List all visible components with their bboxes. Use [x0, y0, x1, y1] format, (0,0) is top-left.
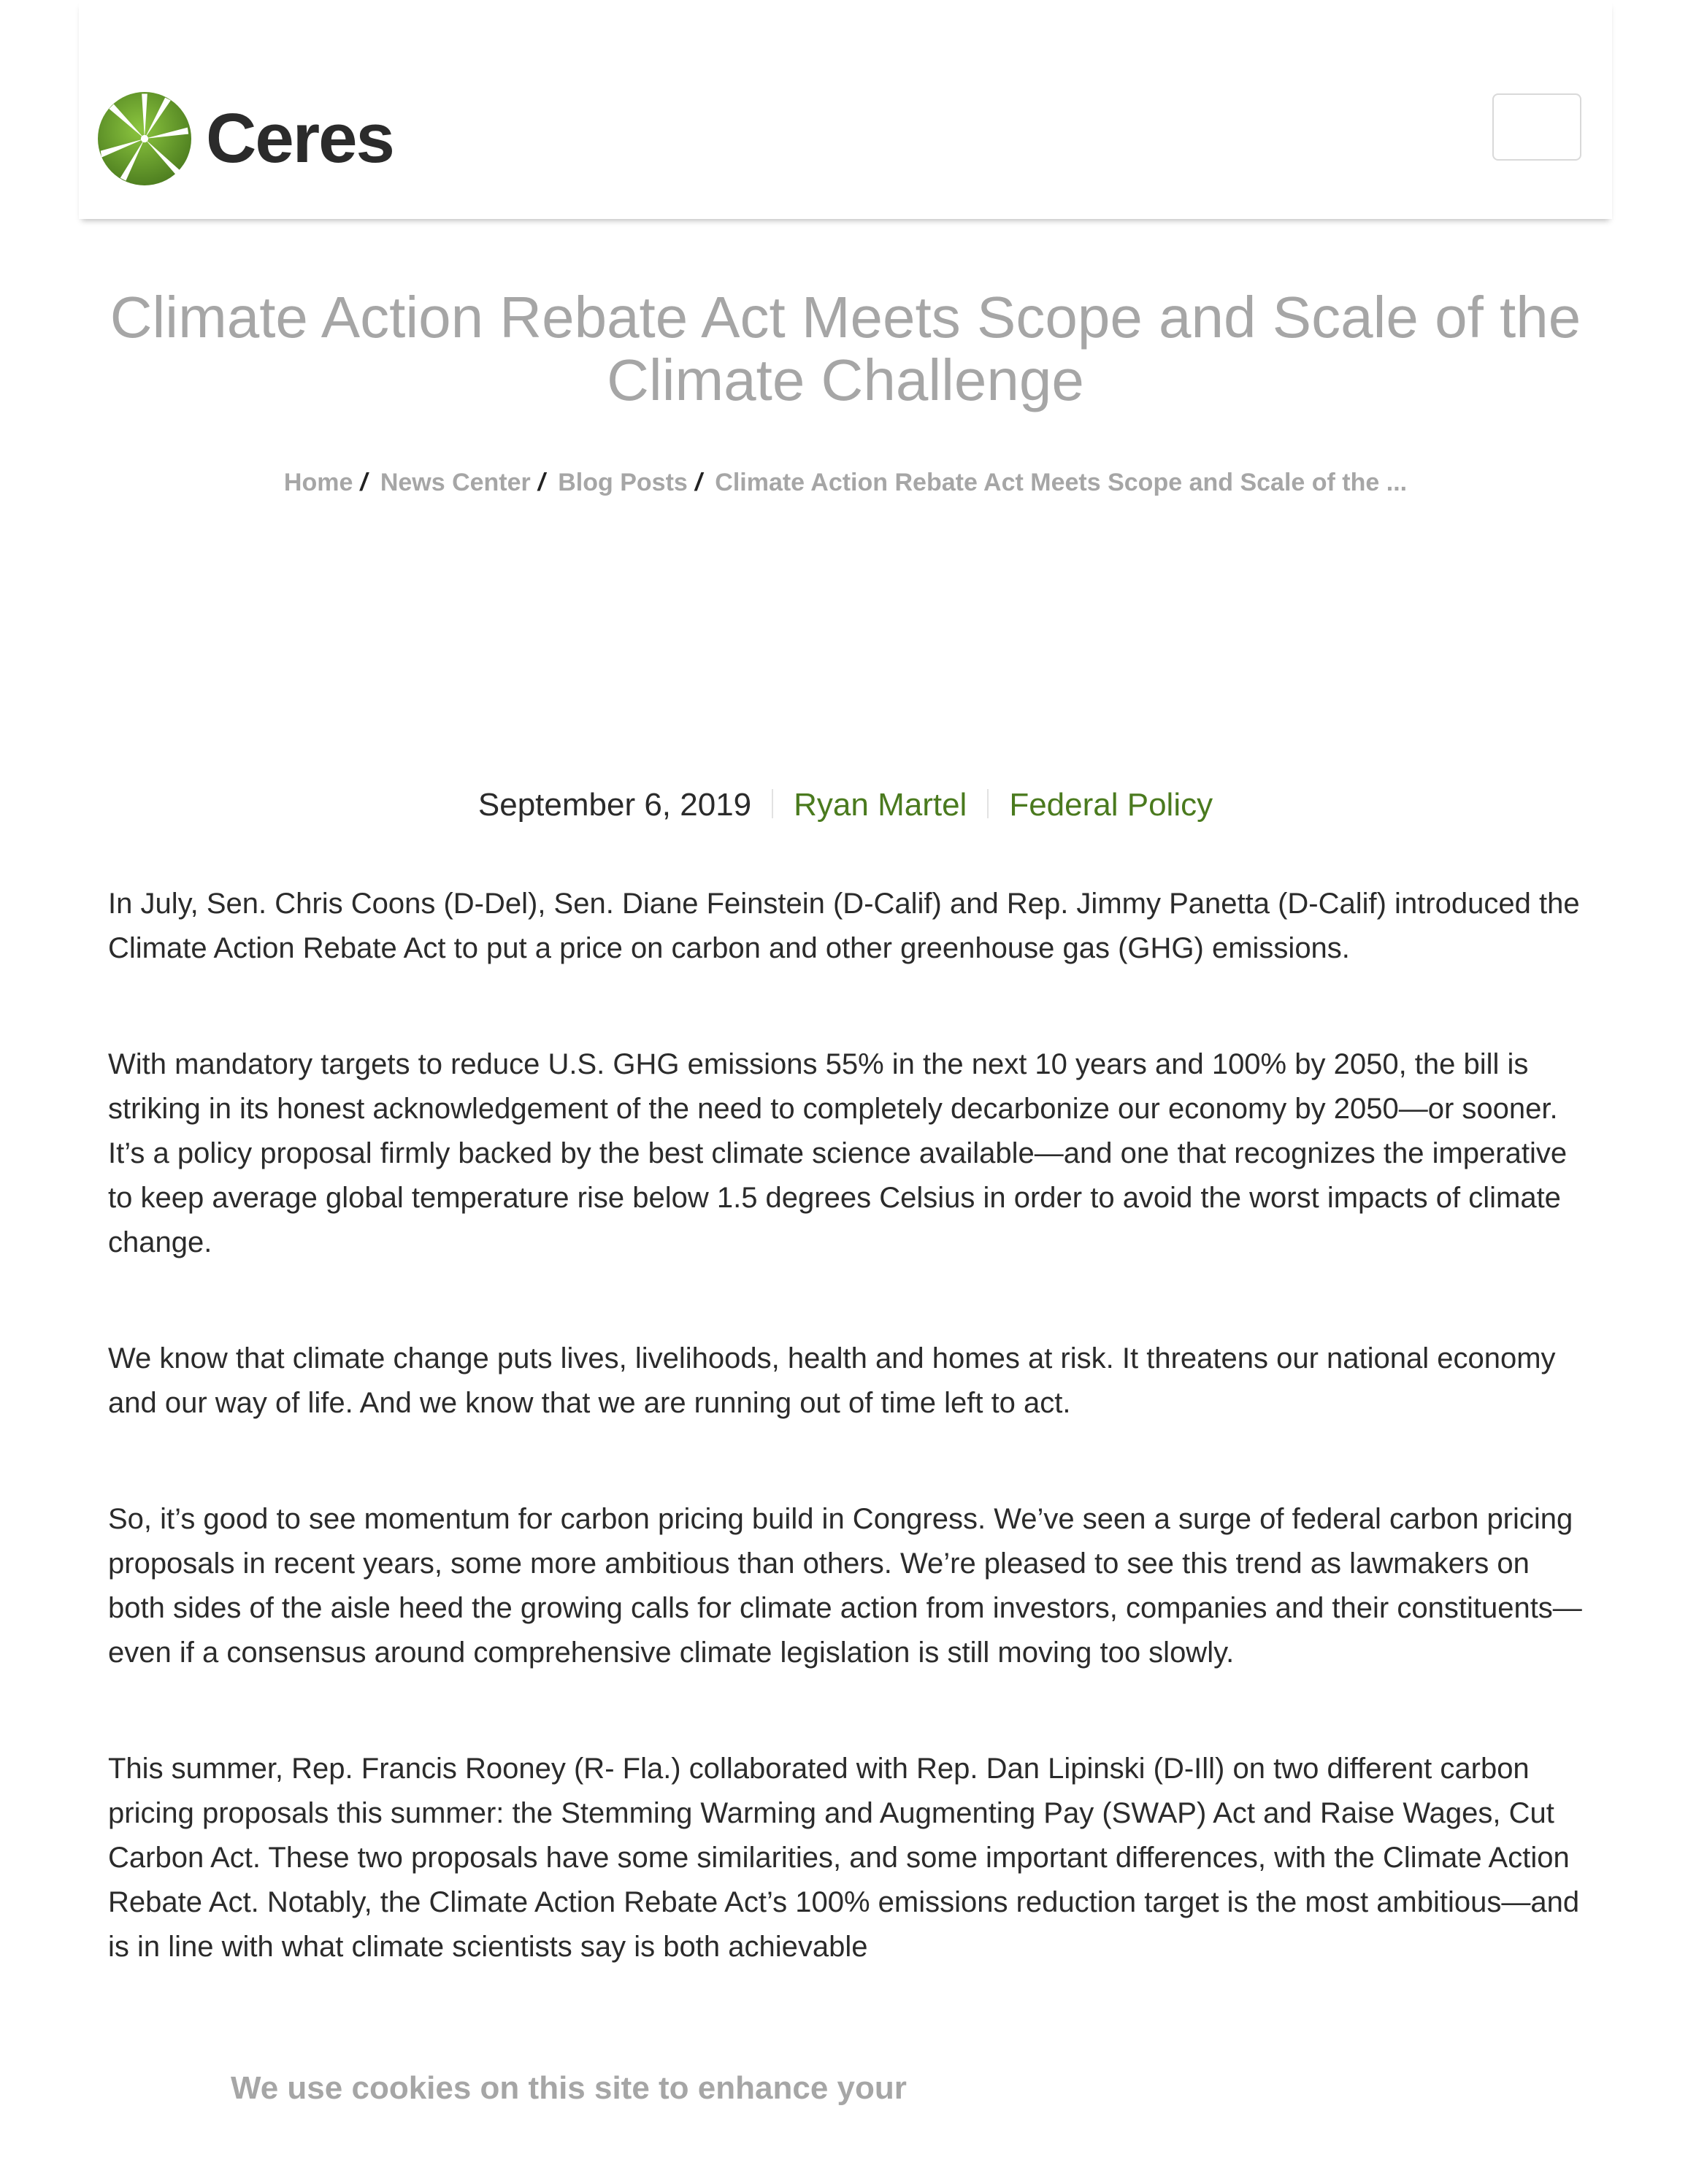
article-body: [108, 882, 1583, 2051]
breadcrumb-separator: /: [360, 469, 367, 496]
meta-divider: [772, 789, 773, 818]
meta-divider: [987, 789, 989, 818]
post-date: September 6, 2019: [477, 787, 752, 823]
breadcrumb: [79, 469, 1612, 497]
page-title: [79, 286, 1612, 412]
page-title-line-2: Climate Challenge: [607, 347, 1084, 412]
breadcrumb-separator: /: [537, 469, 545, 496]
breadcrumb-current-page: Climate Action Rebate Act Meets Scope and Scale of the ...: [715, 469, 1408, 496]
article-paragraph-3: We know that climate change puts lives, livelihoods, health and homes at risk. It threatens our national economy and our way of life. And we know that we are running out of time left to act.: [108, 1342, 1556, 1419]
article-paragraph-5: This summer, Rep. Francis Rooney (R- Fla.) collaborated with Rep. Dan Lipinski (D-Ill) on two different carbon pricing proposals this summer: the Stemming Warming and Augmenting Pay (SWAP) Act and Raise Wages, Cut Carbon Act. These two proposals have some similarities, and some important differences, with the Climate Action Rebate Act. Notably, the Climate Action Rebate Act’s 100% emissions reduction target is the most ambitious—and is in line with what climate scientists say is both achievable: [108, 1753, 1580, 1963]
article-paragraph-1: In July, Sen. Chris Coons (D-Del), Sen. Diane Feinstein (D-Calif) and Rep. Jimmy Panetta (D-Calif) introduced the Climate Action Rebate Act to put a price on carbon and other greenhouse gas (GHG) emissions.: [108, 888, 1580, 964]
cookie-banner: [0, 2051, 1688, 2184]
breadcrumb-news-center[interactable]: News Center: [380, 469, 531, 496]
ceres-logo-link[interactable]: [98, 88, 394, 190]
breadcrumb-separator: /: [694, 469, 702, 496]
cookie-banner-text: We use cookies on this site to enhance your: [231, 2070, 907, 2106]
breadcrumb-blog-posts[interactable]: Blog Posts: [558, 469, 688, 496]
category-link[interactable]: Federal Policy: [1009, 787, 1213, 823]
menu-toggle-button[interactable]: [1492, 93, 1581, 161]
site-header: [79, 0, 1612, 219]
ceres-starburst-logo-icon: [98, 92, 191, 185]
article-paragraph-2: With mandatory targets to reduce U.S. GHG emissions 55% in the next 10 years and 100% by 2050, the bill is striking in its honest acknowledgement of the need to completely decarbonize our economy by 2050—or sooner. It’s a policy proposal firmly backed by the best climate science available—and one that recognizes the imperative to keep average global temperature rise below 1.5 degrees Celsius in order to avoid the worst impacts of climate change.: [108, 1048, 1568, 1258]
author-link[interactable]: Ryan Martel: [794, 787, 967, 823]
post-meta: [79, 787, 1612, 823]
article-paragraph-4: So, it’s good to see momentum for carbon pricing build in Congress. We’ve seen a surge of federal carbon pricing proposals in recent years, some more ambitious than others. We’re pleased to see this trend as lawmakers on both sides of the aisle heed the growing calls for climate action from investors, companies and their constituents—even if a consensus around comprehensive climate legislation is still moving too slowly.: [108, 1503, 1582, 1669]
page-title-line-1: Climate Action Rebate Act Meets Scope and Scale of the: [110, 285, 1581, 350]
logo-wordmark: Ceres: [206, 99, 394, 177]
breadcrumb-home[interactable]: Home: [283, 469, 353, 496]
